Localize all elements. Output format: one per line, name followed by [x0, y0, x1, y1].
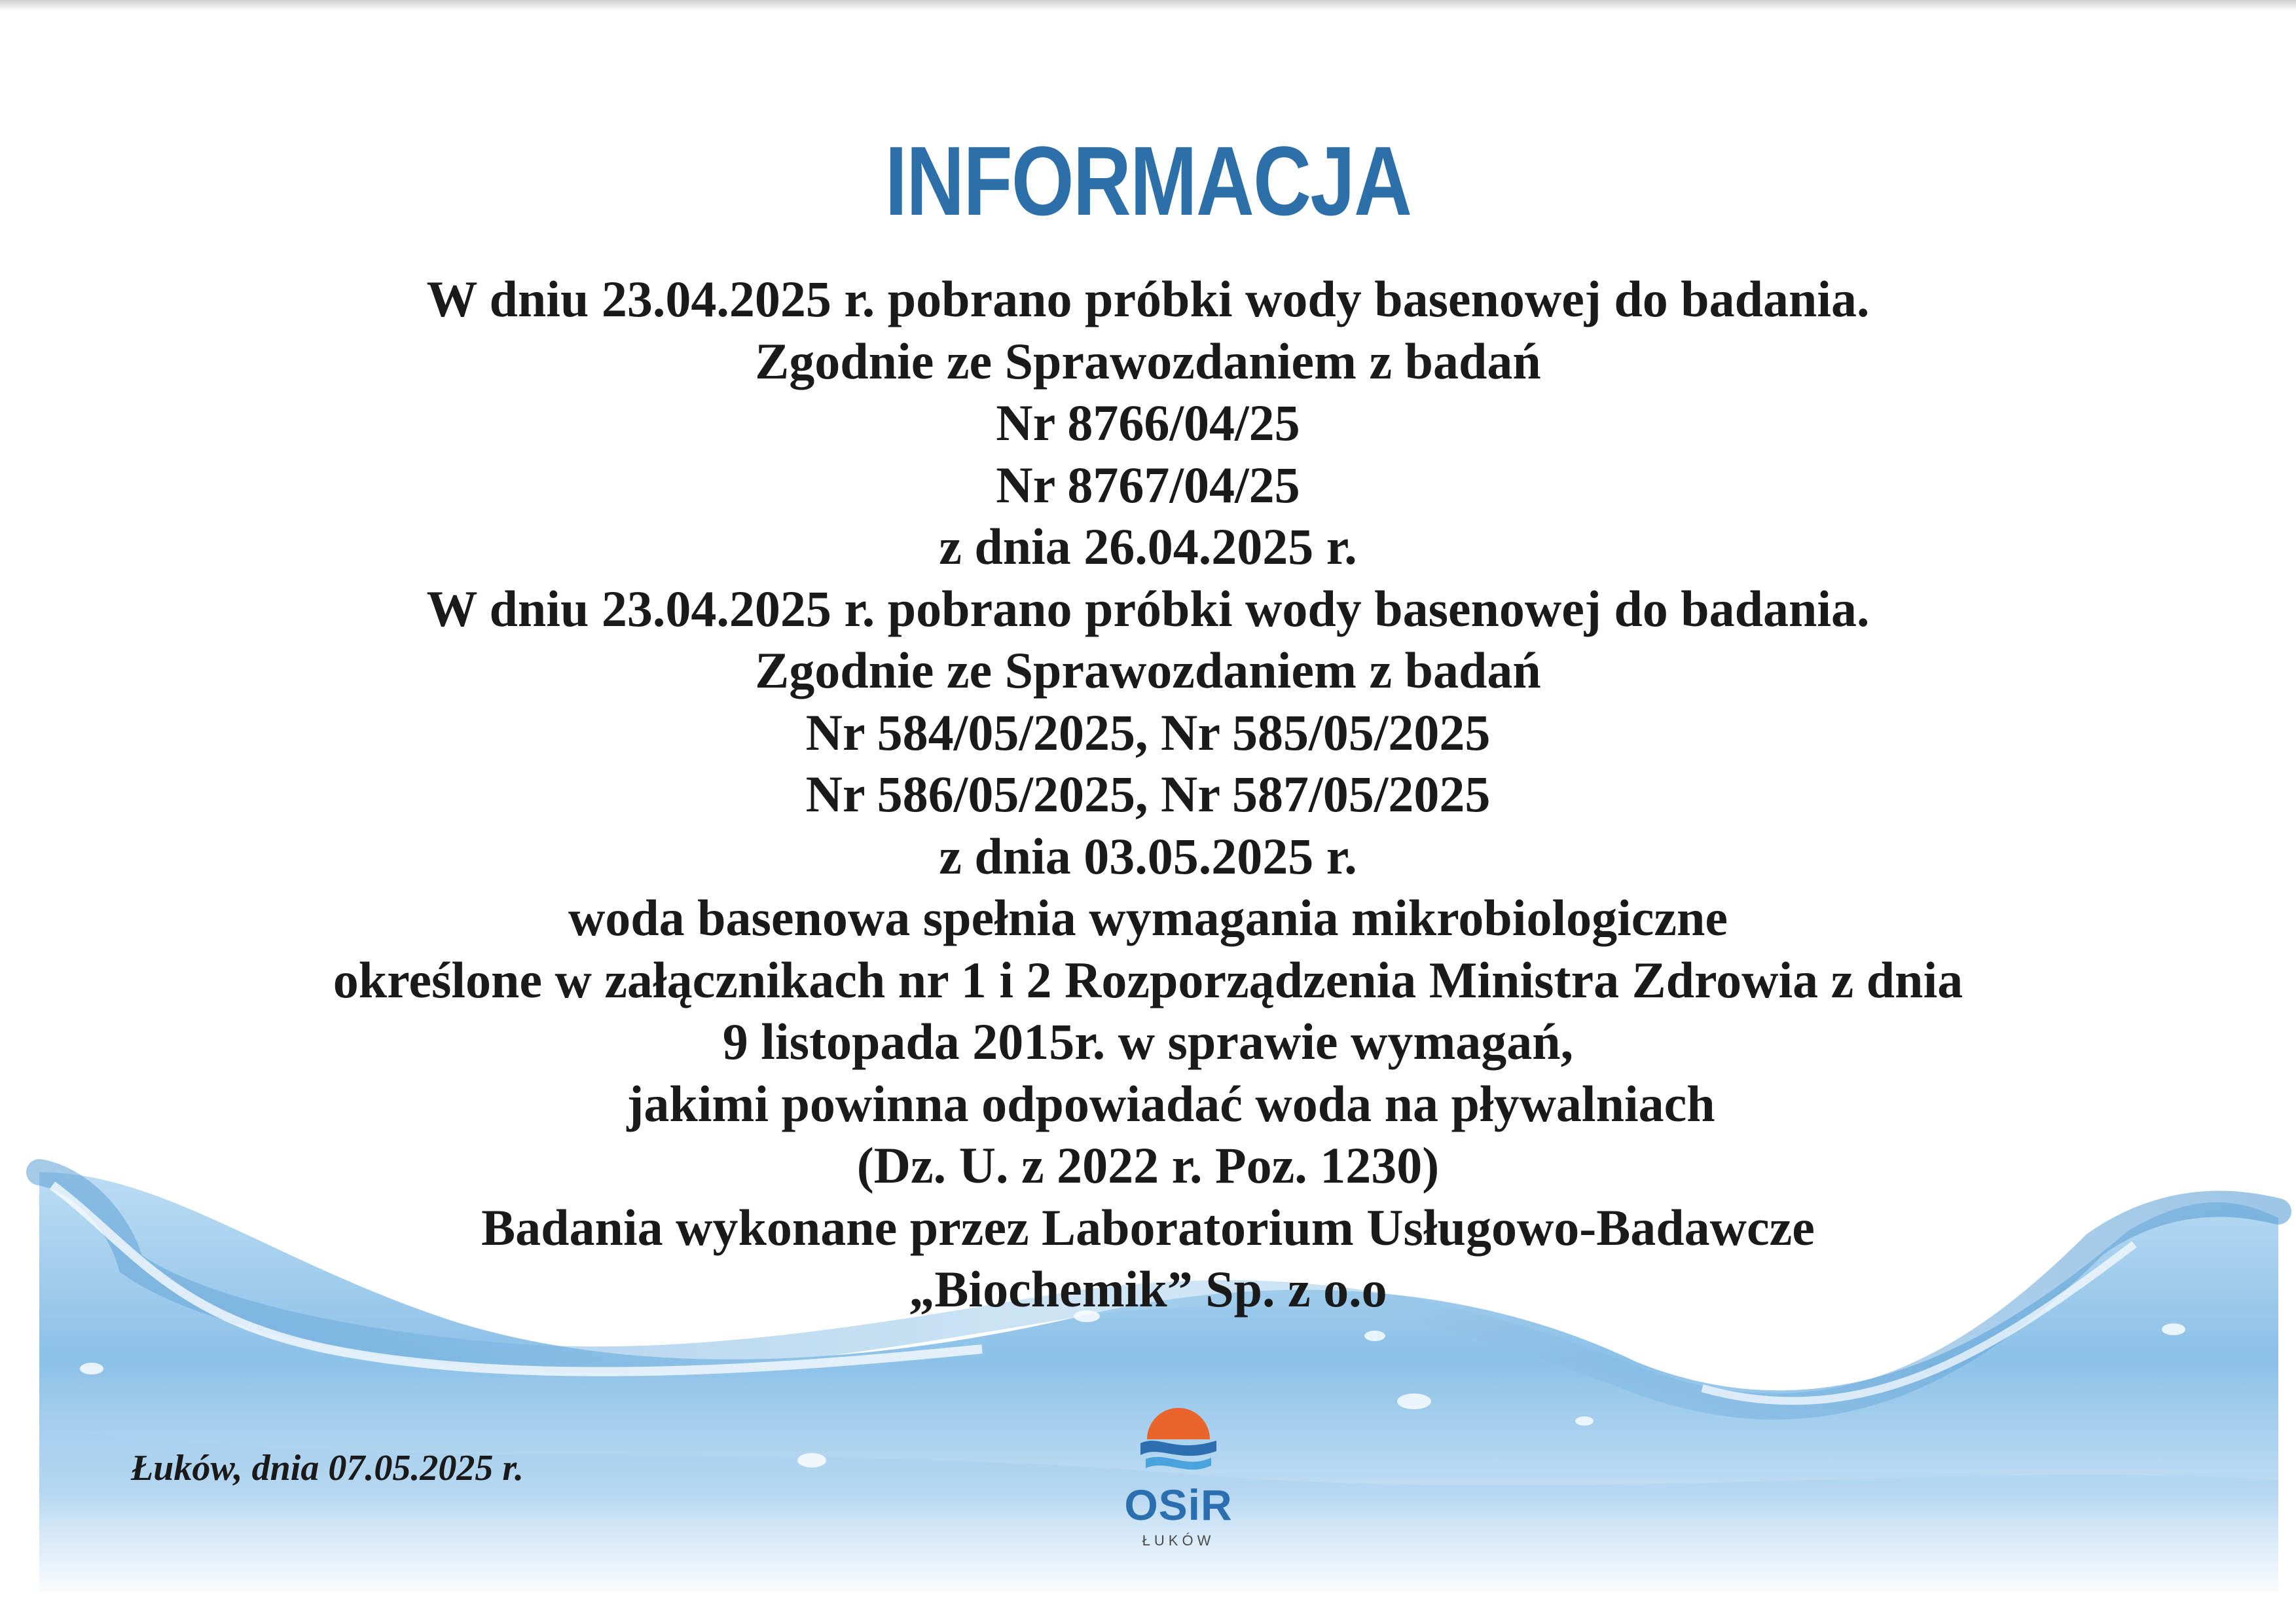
body-line: określone w załącznikach nr 1 i 2 Rozporządzenia Ministra Zdrowia z dnia — [333, 951, 1963, 1008]
place-and-date: Łuków, dnia 07.05.2025 r. — [131, 1448, 524, 1488]
page-title: INFORMACJA — [884, 126, 1412, 236]
body-line: 9 listopada 2015r. w sprawie wymagań, — [722, 1013, 1574, 1070]
body-line: (Dz. U. z 2022 r. Poz. 1230) — [856, 1137, 1440, 1194]
body-line: „Biochemik” Sp. z o.o — [909, 1261, 1387, 1318]
body-line: Zgodnie ze Sprawozdaniem z badań — [755, 642, 1541, 699]
body-line: Badania wykonane przez Laboratorium Usługowo-Badawcze — [481, 1198, 1815, 1256]
body-line: z dnia 03.05.2025 r. — [939, 827, 1357, 885]
body-line: W dniu 23.04.2025 r. pobrano próbki wody basenowej do badania. — [426, 270, 1870, 327]
logo-city: ŁUKÓW — [1142, 1532, 1215, 1549]
body-line: W dniu 23.04.2025 r. pobrano próbki wody basenowej do badania. — [426, 580, 1870, 637]
body-line: Zgodnie ze Sprawozdaniem z badań — [755, 332, 1541, 390]
body-line: Nr 584/05/2025, Nr 585/05/2025 — [805, 703, 1491, 761]
body-line: woda basenowa spełnia wymagania mikrobiologiczne — [568, 889, 1728, 946]
announcement-body — [0, 268, 2296, 1321]
body-line: Nr 8766/04/25 — [996, 394, 1300, 451]
body-line: jakimi powinna odpowiadać woda na pływalniach — [627, 1075, 1715, 1132]
osir-logo — [1120, 1401, 1237, 1559]
body-line: z dnia 26.04.2025 r. — [939, 518, 1357, 575]
body-line: Nr 8767/04/25 — [996, 456, 1300, 513]
body-line: Nr 586/05/2025, Nr 587/05/2025 — [805, 766, 1491, 822]
sun-wave-logo-icon — [1134, 1401, 1223, 1480]
logo-name: OSiR — [1124, 1481, 1233, 1529]
